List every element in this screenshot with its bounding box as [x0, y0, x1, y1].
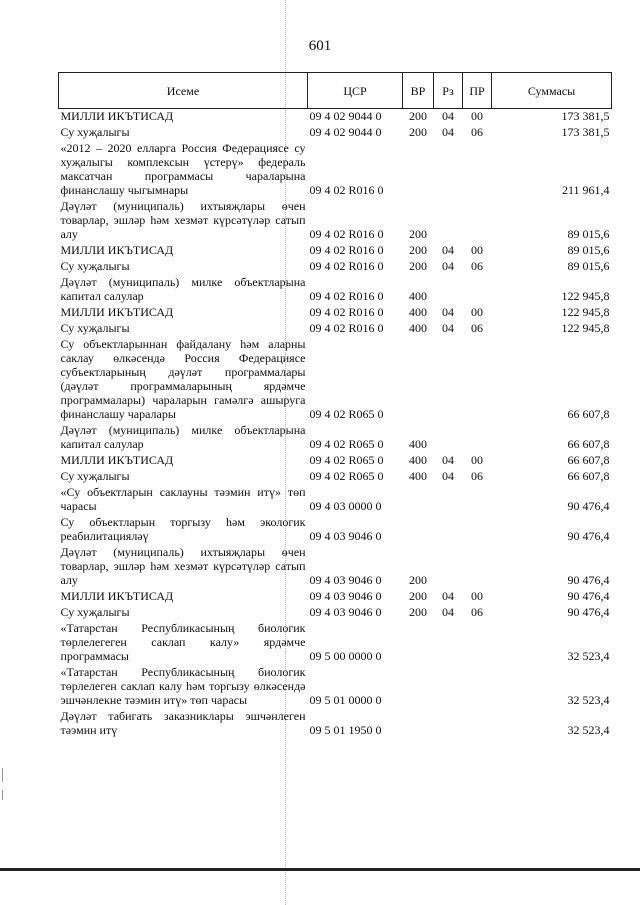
cell-pr: [463, 515, 492, 545]
cell-amount: 90 476,4: [567, 499, 610, 513]
table-row: [59, 709, 612, 739]
cell-rz: 04: [442, 109, 454, 123]
header-name: Исеме: [59, 73, 308, 109]
cell-vr: 400: [409, 321, 427, 335]
cell-rz: 04: [442, 453, 454, 467]
table-row: [59, 243, 612, 259]
cell-csr: 09 4 02 R016 0: [309, 183, 384, 197]
cell-pr: [463, 141, 492, 199]
cell-rz: [434, 515, 463, 545]
cell-amount: 122 945,8: [561, 289, 610, 303]
cell-rz: 04: [442, 469, 454, 483]
cell-amount: 66 607,8: [567, 453, 610, 467]
cell-csr: 09 4 02 9044 0: [309, 109, 382, 123]
cell-amount: 122 945,8: [561, 321, 610, 335]
cell-rz: [434, 545, 463, 589]
cell-csr: 09 4 02 9044 0: [309, 125, 382, 139]
cell-pr: 06: [471, 469, 483, 483]
cell-amount: 89 015,6: [567, 227, 610, 241]
cell-amount: 122 945,8: [561, 305, 610, 319]
cell-vr: 200: [409, 109, 427, 123]
cell-pr: [463, 545, 492, 589]
cell-name: Су хуҗалыгы: [60, 605, 130, 619]
cell-pr: 00: [471, 305, 483, 319]
table-row: [59, 321, 612, 337]
cell-pr: 06: [471, 605, 483, 619]
cell-name: Дәүләт табигать заказниклары эшчәнлеген тәэмин итү: [60, 709, 306, 737]
cell-pr: 06: [471, 321, 483, 335]
cell-amount: 32 523,4: [567, 693, 610, 707]
table-row: [59, 141, 612, 199]
cell-rz: 04: [442, 321, 454, 335]
table-row: [59, 275, 612, 305]
cell-vr: 200: [409, 259, 427, 273]
cell-csr: 09 4 02 R065 0: [309, 407, 384, 421]
cell-vr: 400: [409, 469, 427, 483]
cell-vr: 400: [409, 453, 427, 467]
cell-rz: [434, 275, 463, 305]
cell-vr: [403, 515, 434, 545]
cell-vr: [403, 337, 434, 423]
cell-vr: [403, 141, 434, 199]
table-row: [59, 665, 612, 709]
cell-vr: 200: [409, 243, 427, 257]
cell-csr: 09 5 01 1950 0: [309, 723, 382, 737]
cell-amount: 32 523,4: [567, 723, 610, 737]
cell-csr: 09 4 02 R016 0: [309, 243, 384, 257]
table-row: [59, 589, 612, 605]
table-row: [59, 259, 612, 275]
cell-vr: 400: [409, 305, 427, 319]
cell-rz: 04: [442, 605, 454, 619]
cell-rz: [434, 423, 463, 453]
cell-vr: 400: [409, 437, 427, 451]
cell-vr: [403, 621, 434, 665]
cell-csr: 09 4 02 R065 0: [309, 437, 384, 451]
cell-vr: 200: [409, 589, 427, 603]
cell-name: «Су объектларын саклауны тәэмин итү» төп чарасы: [60, 485, 306, 513]
scan-edge-mark: [2, 790, 3, 800]
cell-amount: 173 381,5: [561, 109, 610, 123]
page-number: 601: [308, 38, 332, 54]
cell-pr: [463, 275, 492, 305]
cell-vr: [403, 665, 434, 709]
cell-name: МИЛЛИ ИКЪТИСАД: [60, 453, 174, 467]
cell-amount: 90 476,4: [567, 529, 610, 543]
cell-amount: 89 015,6: [567, 259, 610, 273]
cell-csr: 09 4 03 9046 0: [309, 573, 382, 587]
table-row: [59, 545, 612, 589]
cell-vr: 400: [409, 289, 427, 303]
cell-pr: 00: [471, 243, 483, 257]
table-row: [59, 469, 612, 485]
cell-rz: [434, 141, 463, 199]
cell-csr: 09 4 02 R016 0: [309, 321, 384, 335]
cell-rz: [434, 199, 463, 243]
cell-pr: 00: [471, 109, 483, 123]
cell-pr: [463, 337, 492, 423]
table-row: [59, 109, 612, 126]
cell-name: Дәүләт (муниципаль) милке объектларына капитал салулар: [60, 423, 306, 451]
table-row: [59, 423, 612, 453]
cell-name: Су объектларын торгызу һәм экологик реабилитацияләү: [60, 515, 306, 543]
cell-name: МИЛЛИ ИКЪТИСАД: [60, 109, 174, 123]
cell-amount: 90 476,4: [567, 589, 610, 603]
cell-amount: 211 961,4: [561, 183, 610, 197]
cell-rz: [434, 337, 463, 423]
cell-vr: 200: [409, 227, 427, 241]
cell-pr: 00: [471, 589, 483, 603]
cell-pr: [463, 423, 492, 453]
cell-name: «Татарстан Республикасының биологик төрлелегеген саклап калу» ярдәмче программасы: [60, 621, 306, 663]
cell-rz: [434, 665, 463, 709]
cell-pr: [463, 709, 492, 739]
cell-csr: 09 4 03 0000 0: [309, 499, 382, 513]
cell-amount: 66 607,8: [567, 469, 610, 483]
cell-name: Дәүләт (муниципаль) ихтыяҗлары өчен товарлар, эшләр һәм хезмәт күрсәтүләр сатып алу: [60, 199, 306, 241]
cell-name: «Татарстан Республикасының биологик төрлелеген саклап калу һәм торгызу өлкәсендә эшчәнлекне тәэмин итү» төп чарасы: [60, 665, 306, 707]
cell-csr: 09 4 02 R065 0: [309, 453, 384, 467]
cell-name: Су хуҗалыгы: [60, 259, 130, 273]
table-row: [59, 621, 612, 665]
cell-amount: 66 607,8: [567, 437, 610, 451]
cell-rz: 04: [442, 589, 454, 603]
cell-name: Су хуҗалыгы: [60, 469, 130, 483]
cell-vr: 200: [409, 605, 427, 619]
cell-name: МИЛЛИ ИКЪТИСАД: [60, 243, 174, 257]
table-row: [59, 125, 612, 141]
cell-pr: 06: [471, 125, 483, 139]
cell-name: «2012 – 2020 елларга Россия Федерациясе су хуҗалыгы комплексын үстерү» федераль максатчан программасы чараларына финанслашу чыгымнары: [60, 141, 306, 197]
cell-name: Дәүләт (муниципаль) ихтыяҗлары өчен товарлар, эшләр һәм хезмәт күрсәтүләр сатып алу: [60, 545, 306, 587]
cell-vr: [403, 485, 434, 515]
cell-csr: 09 4 02 R016 0: [309, 289, 384, 303]
header-vr: ВР: [403, 73, 434, 109]
cell-rz: [434, 621, 463, 665]
cell-pr: 00: [471, 453, 483, 467]
cell-amount: 32 523,4: [567, 649, 610, 663]
table-header-row: [59, 73, 612, 109]
cell-name: Су объектларыннан файдалану һәм аларны саклау өлкәсендә Россия Федерациясе субъектларының дәүләт программалары (дәүләт программаларының ярдәмче программалары) чараларын гамәлгә ашыруга финанслашу чаралары: [60, 337, 306, 421]
cell-csr: 09 4 02 R016 0: [309, 259, 384, 273]
header-pr: ПР: [463, 73, 492, 109]
cell-name: Дәүләт (муниципаль) милке объектларына капитал салулар: [60, 275, 306, 303]
table-row: [59, 199, 612, 243]
header-amount: Суммасы: [492, 73, 612, 109]
cell-name: Су хуҗалыгы: [60, 321, 130, 335]
scan-edge-mark: [2, 768, 3, 782]
cell-amount: 90 476,4: [567, 573, 610, 587]
cell-rz: [434, 485, 463, 515]
cell-rz: 04: [442, 305, 454, 319]
cell-amount: 89 015,6: [567, 243, 610, 257]
cell-csr: 09 4 02 R065 0: [309, 469, 384, 483]
table-row: [59, 605, 612, 621]
cell-pr: [463, 621, 492, 665]
cell-csr: 09 5 00 0000 0: [309, 649, 382, 663]
cell-amount: 173 381,5: [561, 125, 610, 139]
cell-pr: [463, 485, 492, 515]
cell-vr: 200: [409, 125, 427, 139]
table-row: [59, 305, 612, 321]
table-row: [59, 515, 612, 545]
cell-vr: [403, 709, 434, 739]
bottom-rule: [0, 868, 640, 871]
cell-name: МИЛЛИ ИКЪТИСАД: [60, 305, 174, 319]
cell-amount: 66 607,8: [567, 407, 610, 421]
cell-rz: 04: [442, 243, 454, 257]
budget-table: [58, 72, 612, 739]
cell-rz: 04: [442, 125, 454, 139]
cell-pr: [463, 199, 492, 243]
cell-csr: 09 4 03 9046 0: [309, 605, 382, 619]
cell-csr: 09 4 02 R016 0: [309, 227, 384, 241]
header-rz: Рз: [434, 73, 463, 109]
cell-csr: 09 4 03 9046 0: [309, 589, 382, 603]
table-row: [59, 337, 612, 423]
cell-rz: [434, 709, 463, 739]
cell-csr: 09 4 03 9046 0: [309, 529, 382, 543]
cell-name: МИЛЛИ ИКЪТИСАД: [60, 589, 174, 603]
table-row: [59, 485, 612, 515]
cell-vr: 200: [409, 573, 427, 587]
cell-pr: [463, 665, 492, 709]
cell-csr: 09 5 01 0000 0: [309, 693, 382, 707]
cell-amount: 90 476,4: [567, 605, 610, 619]
cell-name: Су хуҗалыгы: [60, 125, 130, 139]
cell-csr: 09 4 02 R016 0: [309, 305, 384, 319]
header-csr: ЦСР: [308, 73, 403, 109]
table-row: [59, 453, 612, 469]
cell-rz: 04: [442, 259, 454, 273]
cell-pr: 06: [471, 259, 483, 273]
